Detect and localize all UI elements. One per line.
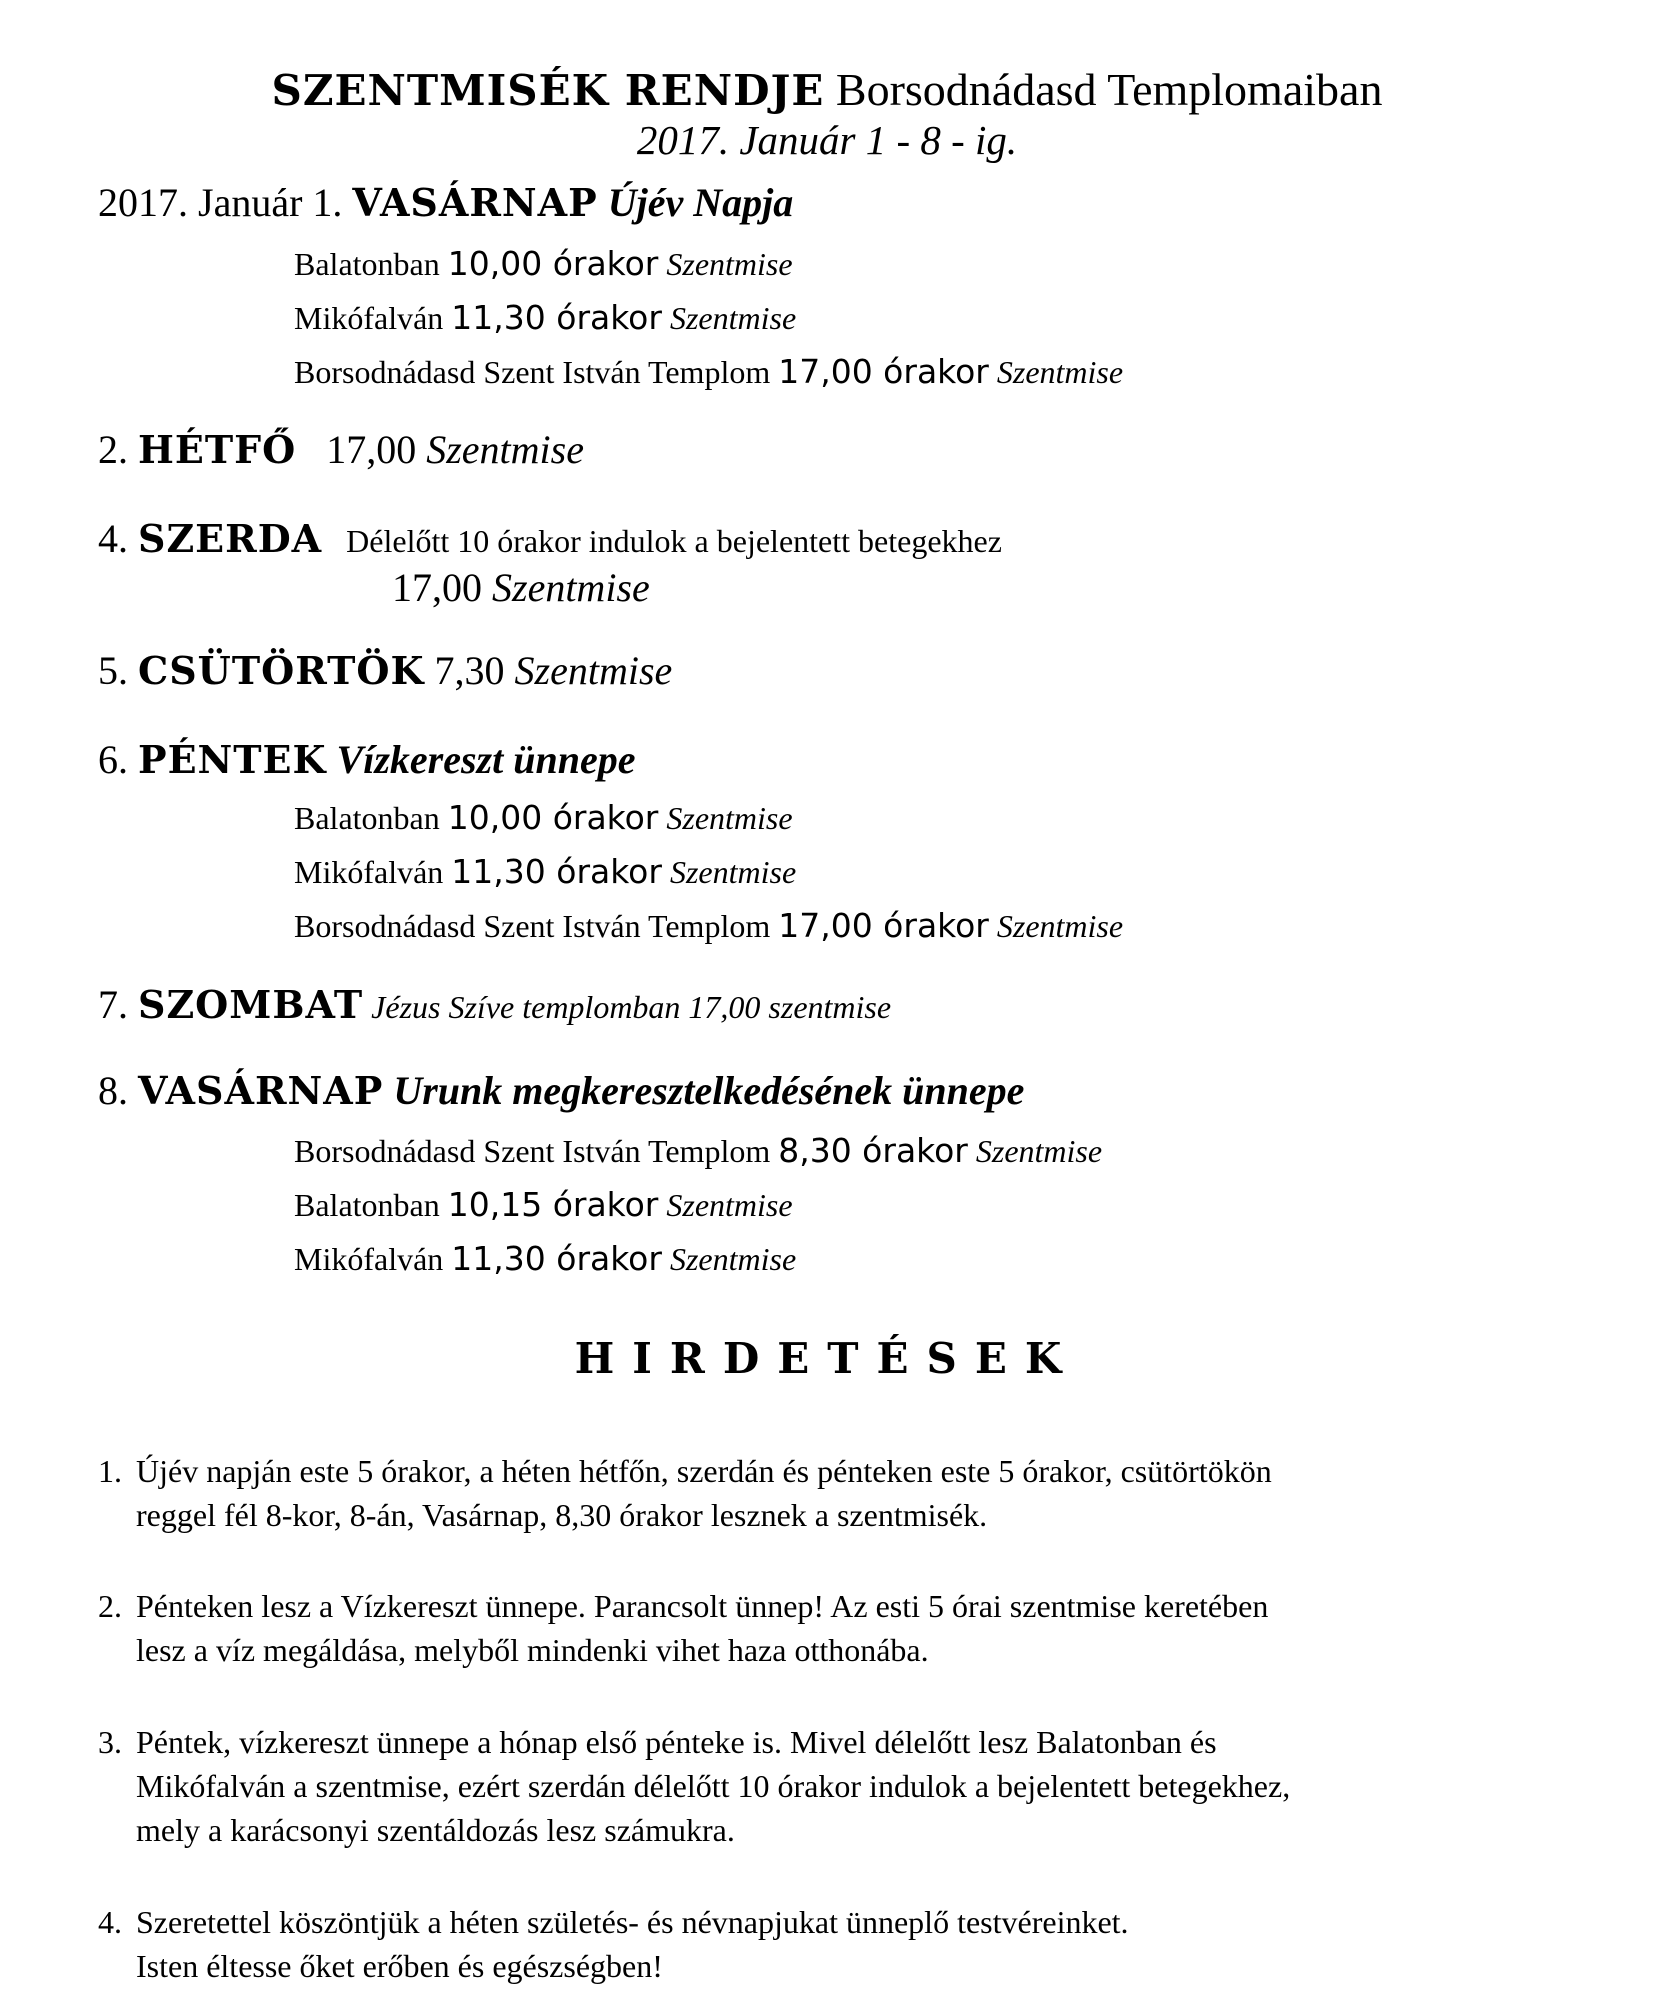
announcement-line: Mikófalván a szentmise, ezért szerdán délelőtt 10 órakor indulok a bejelentett betegekhez, xyxy=(136,1768,1291,1804)
mass-line xyxy=(294,796,793,840)
mass-type: Szentmise xyxy=(661,300,797,336)
announcement-line xyxy=(98,1720,1578,1764)
mass-type: Szentmise xyxy=(492,565,650,610)
mass-type: Szentmise xyxy=(988,354,1124,390)
announcement-text: Szeretettel köszöntjük a héten születés- és névnapjukat ünneplő testvéreinket. xyxy=(136,1904,1129,1940)
mass-place: Balatonban xyxy=(294,246,448,282)
mass-line xyxy=(294,242,793,286)
day-prefix: 4. xyxy=(98,516,138,561)
mass-time: 17,00 xyxy=(392,565,492,610)
announcement-number: 4. xyxy=(98,1904,122,1940)
mass-time: 10,00 órakor xyxy=(447,798,659,837)
mass-time: 17,00 órakor xyxy=(778,352,989,391)
announcement-line xyxy=(98,1900,1578,1944)
mass-place: Borsodnádasd Szent István Templom xyxy=(294,1133,779,1169)
announcement-line: reggel fél 8-kor, 8-án, Vasárnap, 8,30 órakor lesznek a szentmisék. xyxy=(136,1497,988,1533)
mass-type: Szentmise xyxy=(426,427,584,472)
mass-line xyxy=(294,904,1123,948)
mass-type: Szentmise xyxy=(988,908,1124,944)
mass-time: 11,30 órakor xyxy=(451,298,662,337)
mass-line xyxy=(294,1237,796,1281)
day-name: VASÁRNAP xyxy=(138,1068,384,1113)
mass-line xyxy=(294,850,796,894)
announcement-item xyxy=(98,1900,1578,1988)
mass-place: Borsodnádasd Szent István Templom xyxy=(294,908,779,944)
day-4-mass xyxy=(392,563,650,613)
mass-line xyxy=(294,350,1123,394)
mass-time: 11,30 órakor xyxy=(451,852,662,891)
day-4-heading xyxy=(98,514,1002,566)
announcement-number: 1. xyxy=(98,1453,122,1489)
day-prefix: 7. xyxy=(98,982,138,1027)
announcement-text: Péntek, vízkereszt ünnepe a hónap első pénteke is. Mivel délelőtt lesz Balatonban és xyxy=(136,1724,1217,1760)
mass-time: 7,30 xyxy=(424,648,515,693)
day-prefix: 8. xyxy=(98,1068,138,1113)
day-8-heading xyxy=(98,1066,1024,1116)
mass-time: 11,30 órakor xyxy=(451,1239,662,1278)
day-name: VASÁRNAP xyxy=(352,180,598,225)
day-name: SZERDA xyxy=(138,516,323,561)
title-decorative: SZENTMISÉK RENDJE xyxy=(271,66,825,115)
mass-type: Szentmise xyxy=(658,246,793,282)
feast-name: Vízkereszt ünnepe xyxy=(326,737,636,782)
day-note: Délelőtt 10 órakor indulok a bejelentett betegekhez xyxy=(322,523,1002,559)
mass-line xyxy=(294,1129,1102,1173)
day-6-heading xyxy=(98,735,635,785)
mass-place: Balatonban xyxy=(294,800,448,836)
mass-place: Mikófalván xyxy=(294,1241,452,1277)
mass-time: 17,00 xyxy=(296,427,427,472)
day-5-heading xyxy=(98,646,672,696)
mass-place: Borsodnádasd Szent István Templom xyxy=(294,354,779,390)
announcement-line xyxy=(98,1584,1578,1628)
announcement-line xyxy=(98,1449,1578,1493)
announcement-item xyxy=(98,1584,1578,1672)
mass-type: Szentmise xyxy=(967,1133,1103,1169)
day-prefix: 2. xyxy=(98,427,138,472)
mass-time: 8,30 órakor xyxy=(778,1131,968,1170)
day-name: SZOMBAT xyxy=(138,982,364,1027)
page-title xyxy=(0,62,1654,119)
mass-line xyxy=(294,1183,793,1227)
announcement-text: Pénteken lesz a Vízkereszt ünnepe. Parancsolt ünnep! Az esti 5 órai szentmise keretében xyxy=(136,1588,1269,1624)
day-7-heading xyxy=(98,980,891,1032)
feast-name: Újév Napja xyxy=(597,180,794,225)
announcement-text: Újév napján este 5 órakor, a héten hétfőn, szerdán és pénteken este 5 órakor, csütörtökön xyxy=(136,1453,1272,1489)
mass-place: Mikófalván xyxy=(294,300,452,336)
announcement-line: lesz a víz megáldása, melyből mindenki vihet haza otthonába. xyxy=(136,1632,929,1668)
announcement-item xyxy=(98,1720,1578,1852)
announcements-title: HIRDETÉSEK xyxy=(574,1334,1080,1383)
mass-line xyxy=(294,296,796,340)
day-1-heading xyxy=(98,178,793,228)
day-prefix: 2017. Január 1. xyxy=(98,180,353,225)
mass-place: Balatonban xyxy=(294,1187,448,1223)
mass-type: Szentmise xyxy=(514,648,673,693)
announcement-item xyxy=(98,1449,1578,1537)
mass-time: 10,15 órakor xyxy=(447,1185,659,1224)
announcement-number: 2. xyxy=(98,1588,122,1624)
mass-time: 17,00 órakor xyxy=(778,906,989,945)
mass-time: 10,00 órakor xyxy=(447,244,659,283)
day-2-heading xyxy=(98,425,584,475)
feast-name: Urunk megkeresztelkedésének ünnepe xyxy=(383,1068,1025,1113)
mass-type: Szentmise xyxy=(658,1187,793,1223)
announcement-number: 3. xyxy=(98,1724,122,1760)
day-note: Jézus Szíve templomban 17,00 szentmise xyxy=(363,989,892,1025)
title-rest: Borsodnádasd Templomaiban xyxy=(824,64,1383,115)
day-prefix: 6. xyxy=(98,737,138,782)
page-subtitle: 2017. Január 1 - 8 - ig. xyxy=(636,117,1018,163)
day-name: HÉTFŐ xyxy=(138,427,297,472)
day-prefix: 5. xyxy=(98,648,138,693)
mass-place: Mikófalván xyxy=(294,854,452,890)
mass-type: Szentmise xyxy=(658,800,793,836)
announcement-line: Isten éltesse őket erőben és egészségben! xyxy=(136,1948,663,1984)
announcement-line: mely a karácsonyi szentáldozás lesz számukra. xyxy=(136,1812,735,1848)
day-name: PÉNTEK xyxy=(138,737,327,782)
mass-type: Szentmise xyxy=(661,1241,797,1277)
day-name: CSÜTÖRTÖK xyxy=(138,648,425,693)
mass-type: Szentmise xyxy=(661,854,797,890)
